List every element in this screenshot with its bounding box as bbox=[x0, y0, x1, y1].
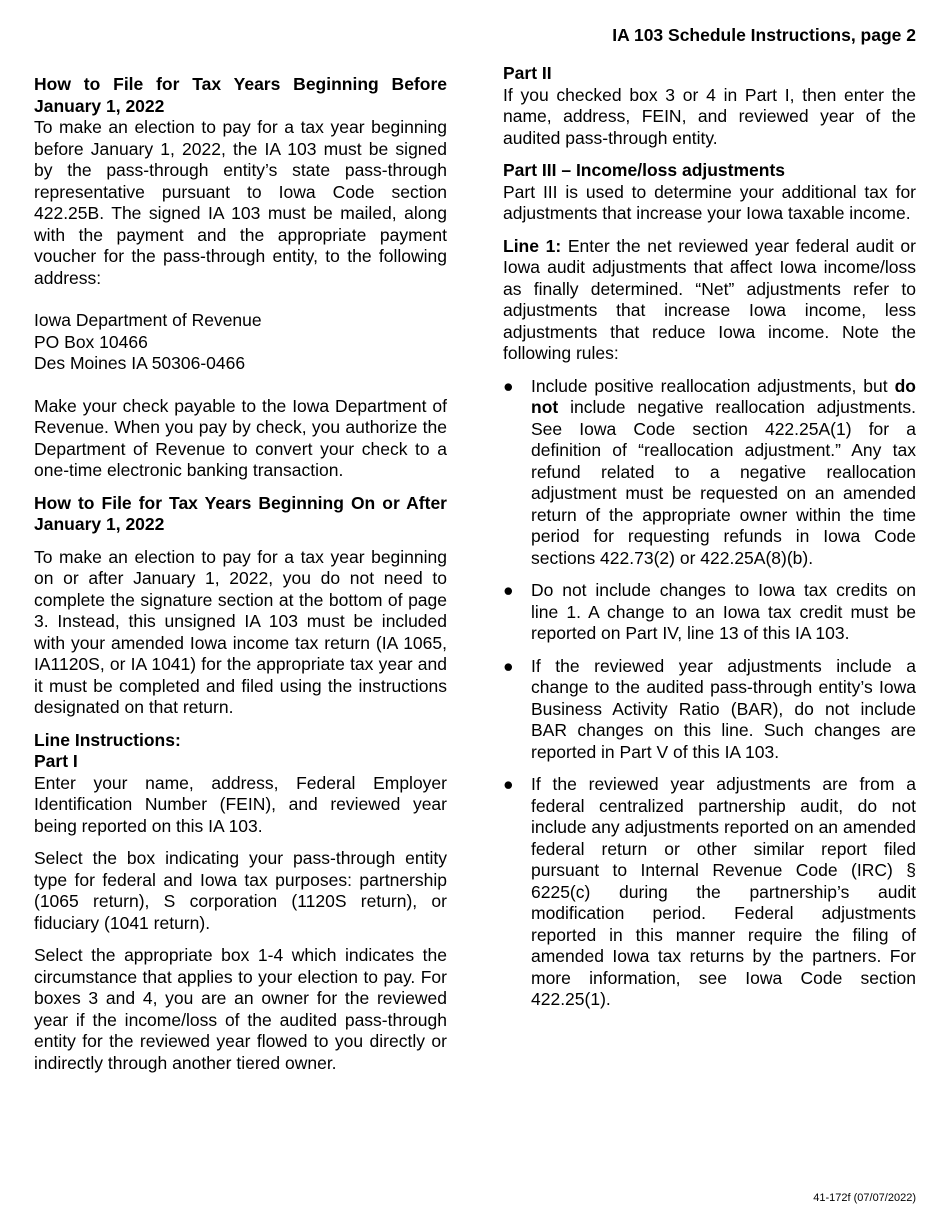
bullet-icon: ● bbox=[503, 655, 514, 676]
part-1-paragraph-2: Select the box indicating your pass-through entity type for federal and Iowa tax purposes: partnership (1065 return), S corporation (1120S return), or fiduciary (1041 return). bbox=[34, 848, 447, 933]
line-1-paragraph: Enter the net reviewed year federal audit or Iowa audit adjustments that affect Iowa income/loss as finally determined. “Net” adjustments refer to adjustments that increase Iowa income, less adjustments that reduce Iowa income. Note the following rules: bbox=[503, 235, 916, 363]
part-2-heading: Part II bbox=[503, 63, 552, 83]
part-1-heading: Part I bbox=[34, 751, 78, 771]
bullet-2-text: Do not include changes to Iowa tax credits on line 1. A change to an Iowa tax credit must be reported on Part IV, line 13 of this IA 103. bbox=[531, 580, 916, 643]
list-item bbox=[503, 656, 916, 764]
page-header-title: IA 103 Schedule Instructions, page 2 bbox=[612, 25, 916, 45]
bullet-icon: ● bbox=[503, 774, 514, 794]
check-payment-paragraph: Make your check payable to the Iowa Department of Revenue. When you pay by check, you authorize the Department of Revenue to convert your check to a one-time electronic banking transaction. bbox=[34, 395, 447, 480]
address-line-1: Iowa Department of Revenue bbox=[34, 310, 262, 330]
right-column bbox=[503, 63, 916, 1022]
line-1-label: Line 1: bbox=[503, 235, 562, 256]
after-2022-heading: How to File for Tax Years Beginning On or After January 1, 2022 bbox=[34, 492, 447, 534]
bullet-1-text-end: include negative reallocation adjustments. See Iowa Code section 422.25A(1) for a definition of “reallocation adjustment.” Any tax refund related to a negative reallocation adjustment must be requested on an amended return of the appropriate owner within the time period for requesting refunds in Iowa Code sections 422.73(2) or 422.25A(8)(b). bbox=[531, 397, 916, 568]
part-2-paragraph: If you checked box 3 or 4 in Part I, then enter the name, address, FEIN, and reviewed year of the audited pass-through entity. bbox=[503, 84, 916, 148]
bullet-4-text: If the reviewed year adjustments are from a federal centralized partnership audit, do not include any adjustments reported on an amended federal return or other similar report filed pursuant to Internal Revenue Code (IRC) § 6225(c) during the partnership’s audit modification period. Federal adjustments reported in this manner require the filing of amended Iowa tax returns by the partners. For more information, see Iowa Code section 422.25(1). bbox=[531, 774, 916, 1009]
bullet-1-text-start: Include positive reallocation adjustments, but bbox=[531, 375, 888, 396]
line-1-rules-list bbox=[503, 376, 916, 1011]
part-1-paragraph-3: Select the appropriate box 1-4 which indicates the circumstance that applies to your election to pay. For boxes 3 and 4, you are an owner for the reviewed year if the income/loss of the audited pass-through entity for the reviewed year flowed to you directly or indirectly through another tiered owner. bbox=[34, 945, 447, 1073]
bullet-icon: ● bbox=[503, 580, 514, 600]
address-line-2: PO Box 10466 bbox=[34, 331, 148, 352]
mailing-address bbox=[34, 310, 447, 375]
part-1-paragraph-1: Enter your name, address, Federal Employer Identification Number (FEIN), and reviewed year being reported on this IA 103. bbox=[34, 772, 447, 836]
after-2022-paragraph: To make an election to pay for a tax year beginning on or after January 1, 2022, you do not need to complete the signature section at the bottom of page 3. Instead, this unsigned IA 103 must be included with your amended Iowa income tax return (IA 1065, IA1120S, or IA 1041) for the appropriate tax year and it must be completed and filed using the instructions designated on that return. bbox=[34, 546, 447, 717]
before-2022-paragraph: To make an election to pay for a tax year beginning before January 1, 2022, the IA 103 must be signed by the pass-through entity’s state pass-through representative pursuant to Iowa Code section 422.25B. The signed IA 103 must be mailed, along with the payment and the appropriate payment voucher for the pass-through entity, to the following address: bbox=[34, 117, 447, 288]
form-number: 41-172f (07/07/2022) bbox=[813, 1192, 916, 1204]
list-item bbox=[503, 774, 916, 1011]
bullet-1-emphasis: do not bbox=[531, 375, 916, 417]
bullet-icon: ● bbox=[503, 375, 514, 396]
address-line-3: Des Moines IA 50306-0466 bbox=[34, 353, 246, 373]
line-instructions-heading: Line Instructions: bbox=[34, 729, 181, 750]
part-3-paragraph: Part III is used to determine your additional tax for adjustments that increase your Iowa taxable income. bbox=[503, 181, 916, 223]
line-1-block bbox=[503, 236, 916, 365]
list-item bbox=[503, 376, 916, 570]
before-2022-heading: How to File for Tax Years Beginning Before January 1, 2022 bbox=[34, 74, 447, 116]
part-3-heading: Part III – Income/loss adjustments bbox=[503, 160, 786, 180]
left-column bbox=[34, 74, 447, 1085]
bullet-3-text: If the reviewed year adjustments include a change to the audited pass-through entity’s Iowa Business Activity Ratio (BAR), do not include BAR changes on this line. Such changes are reported in Part V of this IA 103. bbox=[531, 655, 916, 762]
list-item bbox=[503, 580, 916, 645]
